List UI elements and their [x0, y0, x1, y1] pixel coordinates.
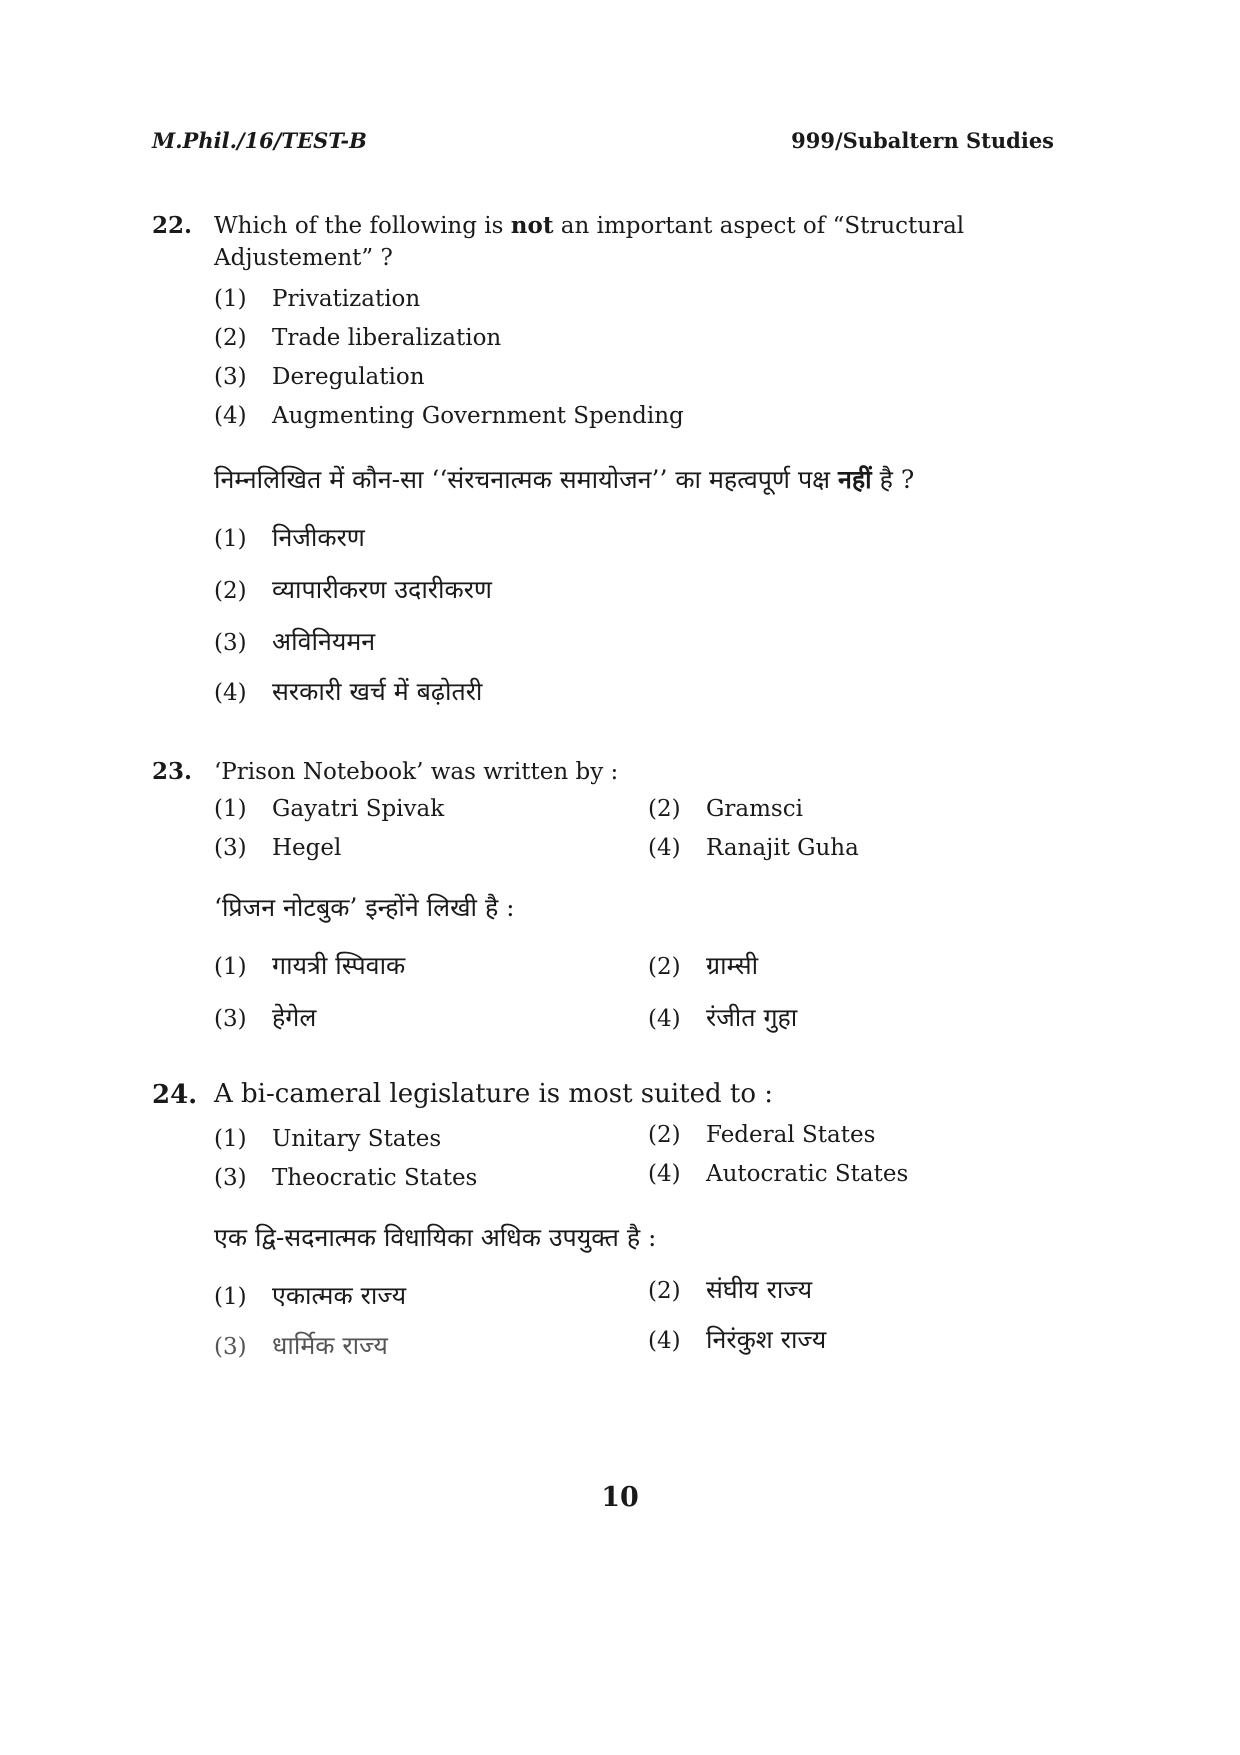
question-22-text: Which of the following is not an important aspect of “Structural Adjustement” ? [214, 212, 965, 271]
q23-hi-option-3: (3) हेगेल [214, 1003, 317, 1032]
q24-en-option-4: (4) Autocratic States [648, 1161, 909, 1187]
q23-en-option-4: (4) Ranajit Guha [648, 835, 859, 861]
q22-en-option-3: (3) Deregulation [214, 364, 425, 390]
q24-hi-option-4: (4) निरंकुश राज्य [648, 1325, 827, 1354]
paper-subject: 999/Subaltern Studies [791, 128, 1054, 153]
q22-en-option-2: (2) Trade liberalization [214, 325, 502, 351]
question-24-text: A bi-cameral legislature is most suited to : [214, 1079, 774, 1109]
question-23-number: 23. [152, 758, 193, 785]
q22-hi-option-4: (4) सरकारी खर्च में बढ़ोतरी [214, 677, 483, 706]
q24-en-option-2: (2) Federal States [648, 1122, 876, 1148]
q23-en-option-1: (1) Gayatri Spivak [214, 796, 445, 822]
q23-hi-option-1: (1) गायत्री स्पिवाक [214, 951, 406, 980]
question-22-number: 22. [152, 212, 193, 239]
q23-hi-option-4: (4) रंजीत गुहा [648, 1003, 798, 1032]
q22-hi-option-1: (1) निजीकरण [214, 523, 365, 552]
question-23-text: ‘Prison Notebook’ was written by : [214, 759, 619, 785]
q23-en-option-3: (3) Hegel [214, 835, 342, 861]
q23-hi-option-2: (2) ग्राम्सी [648, 951, 759, 980]
q24-hi-option-1: (1) एकात्मक राज्य [214, 1281, 407, 1310]
q22-hi-option-3: (3) अविनियमन [214, 627, 376, 656]
question-23-hindi-text: ‘प्रिजन नोटबुक’ इन्होंने लिखी है : [214, 893, 515, 922]
q22-en-option-1: (1) Privatization [214, 286, 421, 312]
question-24-hindi-text: एक द्वि-सदनात्मक विधायिका अधिक उपयुक्त है : [214, 1223, 657, 1252]
q24-hi-option-3: (3) धार्मिक राज्य [214, 1331, 388, 1360]
question-22-hindi-text: निम्नलिखित में कौन-सा ‘‘संरचनात्मक समायोजन’’ का महत्वपूर्ण पक्ष नहीं है ? [214, 465, 915, 494]
q22-hi-option-2: (2) व्यापारीकरण उदारीकरण [214, 575, 492, 604]
q24-hi-option-2: (2) संघीय राज्य [648, 1275, 813, 1304]
paper-code: M.Phil./16/TEST-B [152, 128, 367, 153]
q22-en-option-4: (4) Augmenting Government Spending [214, 403, 684, 429]
page-number: 10 [601, 1482, 639, 1513]
question-24-number: 24. [152, 1080, 198, 1110]
q23-en-option-2: (2) Gramsci [648, 796, 803, 822]
q24-en-option-1: (1) Unitary States [214, 1126, 442, 1152]
q24-en-option-3: (3) Theocratic States [214, 1165, 478, 1191]
